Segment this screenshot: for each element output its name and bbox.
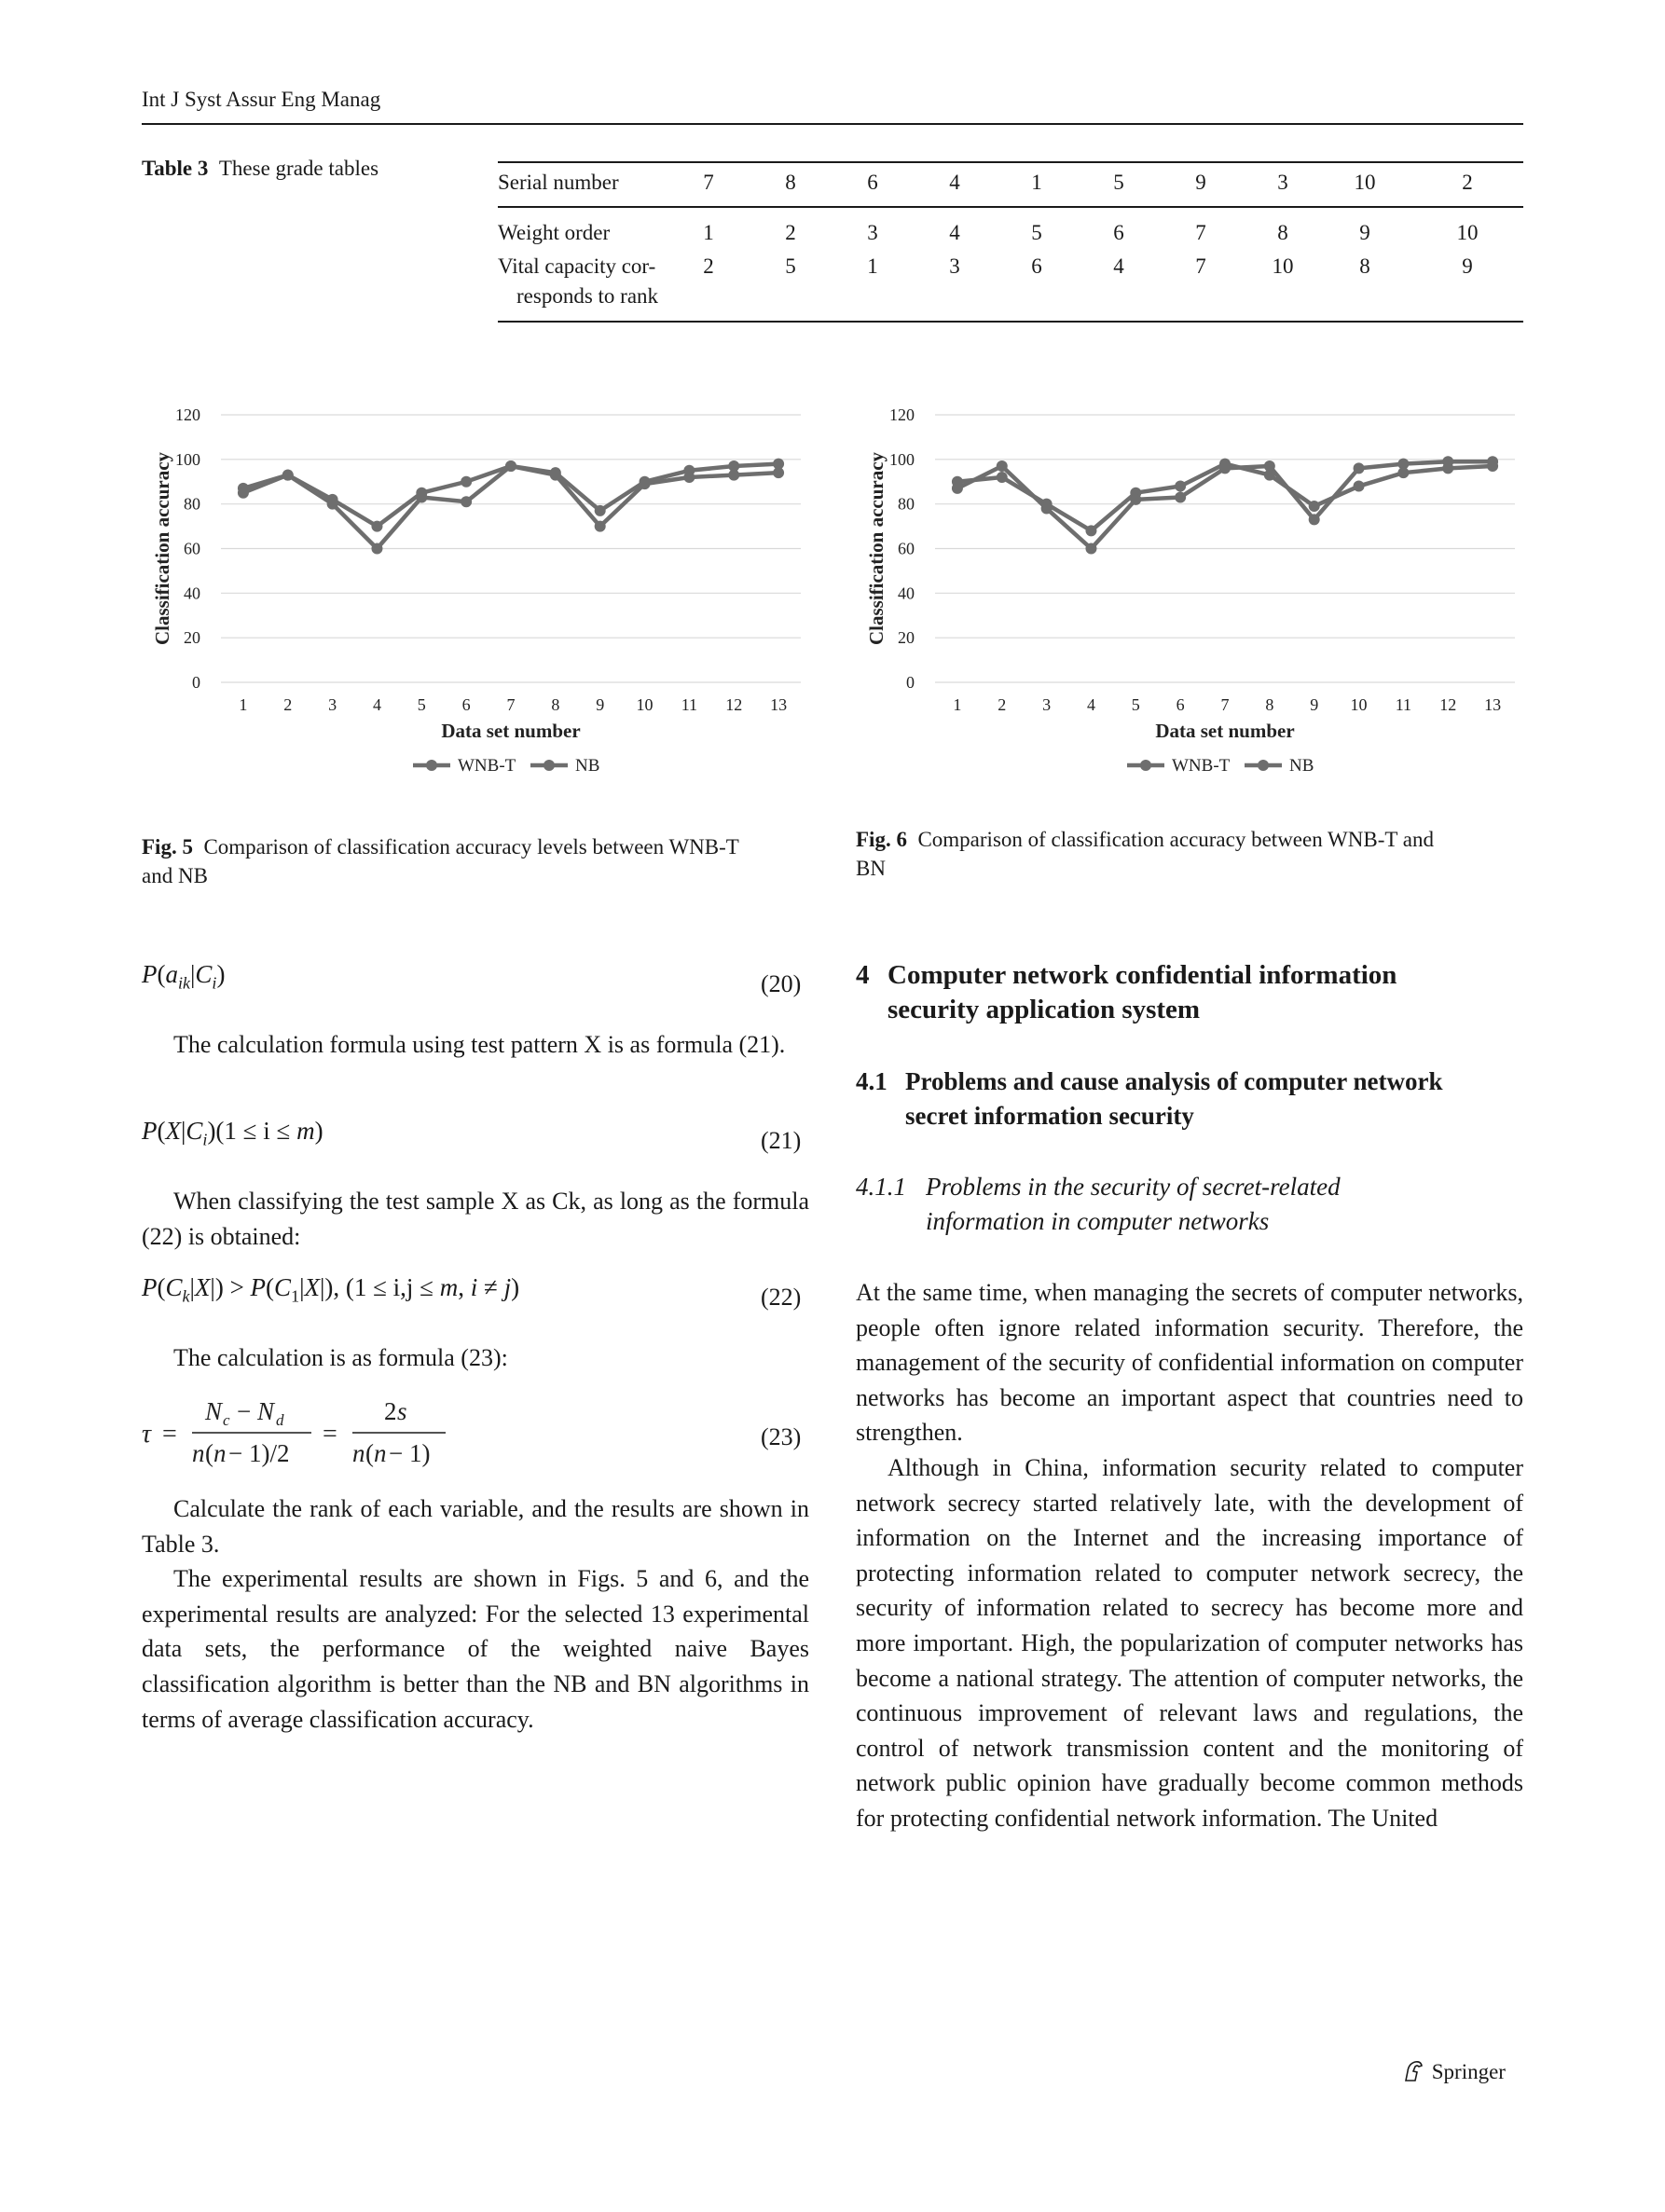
legend-swatch-marker — [1140, 760, 1151, 771]
x-tick-label: 2 — [283, 695, 293, 714]
svg-text:c: c — [223, 1411, 230, 1429]
series-line-nb — [957, 461, 1493, 548]
springer-label: Springer — [1431, 2060, 1506, 2083]
x-axis-label: Data set number — [441, 720, 581, 742]
journal-header: Int J Syst Assur Eng Manag — [142, 88, 381, 111]
table-cell: 5 — [785, 254, 796, 278]
right-paragraphs — [856, 1275, 1523, 1836]
fig6-chart — [856, 401, 1527, 792]
eq21-number: (21) — [761, 1127, 802, 1154]
data-point — [238, 488, 249, 499]
data-point — [952, 483, 963, 494]
section-4-heading — [856, 958, 1523, 1027]
data-point — [1175, 491, 1186, 502]
data-point — [1309, 514, 1320, 525]
table-cell: 3 — [867, 221, 878, 244]
y-tick-label: 60 — [184, 539, 200, 558]
table-rule-top — [498, 161, 1523, 163]
svg-text:d: d — [276, 1411, 284, 1429]
data-point — [327, 499, 338, 510]
springer-logo — [1400, 2058, 1506, 2084]
svg-text:2: 2 — [384, 1397, 397, 1425]
data-point — [1041, 502, 1053, 514]
table-cell: 4 — [1113, 254, 1124, 278]
legend-label: NB — [575, 756, 600, 776]
x-tick-label: 7 — [1220, 695, 1230, 714]
equation-23 — [140, 1389, 475, 1473]
legend-swatch-marker — [544, 760, 555, 771]
legend-swatch-marker — [426, 760, 437, 771]
table-cell: 2 — [703, 254, 714, 278]
data-point — [1397, 459, 1409, 470]
section-4-1-1-title-line2: information in computer networks — [926, 1207, 1270, 1235]
table-cell: 6 — [867, 171, 878, 194]
left-para-2 — [142, 1184, 809, 1254]
x-tick-label: 7 — [506, 695, 516, 714]
eq23-number: (23) — [761, 1423, 802, 1450]
table-caption — [142, 157, 378, 181]
legend-label: WNB-T — [458, 756, 516, 776]
series-line-wnb-t — [243, 464, 778, 527]
section-4-title-line1: Computer network confidential information — [888, 960, 1397, 990]
data-point — [595, 505, 606, 516]
data-point — [1085, 525, 1096, 536]
y-tick-label: 80 — [184, 494, 200, 514]
x-tick-label: 10 — [636, 695, 654, 714]
svg-text:− 1)/2: − 1)/2 — [228, 1439, 290, 1467]
x-tick-label: 1 — [953, 695, 962, 714]
x-tick-label: 12 — [1439, 695, 1457, 714]
y-tick-label: 80 — [898, 494, 915, 514]
table-cell: 6 — [1031, 254, 1042, 278]
data-point — [997, 460, 1008, 472]
equation-20: $P(a_{ik}|C_i)$ — [142, 960, 226, 993]
data-point — [416, 491, 427, 502]
data-point — [997, 472, 1008, 483]
springer-horse-icon — [1400, 2058, 1426, 2084]
section-4-1-title-line2: secret information security — [905, 1102, 1194, 1130]
y-axis-label: Classification accuracy — [151, 451, 173, 646]
data-point — [640, 478, 651, 489]
svg-text:N: N — [205, 1397, 223, 1425]
data-point — [550, 470, 561, 481]
fig5-caption-line1: Comparison of classification accuracy levels between WNB-T — [203, 835, 739, 859]
table-cell: 2 — [1462, 171, 1473, 194]
data-point — [371, 543, 382, 555]
x-tick-label: 11 — [1395, 695, 1412, 714]
y-tick-label: 20 — [184, 628, 200, 648]
table-cell: 5 — [1113, 171, 1124, 194]
table-cell: 9 — [1462, 254, 1473, 278]
x-tick-label: 8 — [551, 695, 560, 714]
data-point — [505, 460, 516, 472]
left-para-2-text: When classifying the test sample X as Ck, as long as the formula (22) is obtained: — [142, 1188, 809, 1250]
eq22-number: (22) — [761, 1284, 802, 1311]
header-rule — [142, 123, 1523, 125]
equation-22: $P(C_k|X|) > P(C_1|X|)$, (1 ≤ i,j ≤ m, i ≠ j) — [142, 1273, 520, 1306]
row-label-vital-2: responds to rank — [516, 284, 659, 308]
x-tick-label: 2 — [998, 695, 1007, 714]
section-4-1-1-number: 4.1.1 — [856, 1173, 906, 1201]
data-point — [683, 472, 695, 483]
legend-label: NB — [1289, 756, 1314, 776]
data-point — [728, 470, 739, 481]
x-tick-label: 1 — [239, 695, 248, 714]
data-point — [282, 470, 294, 481]
svg-text:(: ( — [365, 1439, 374, 1467]
y-tick-label: 100 — [889, 449, 915, 469]
legend-swatch-marker — [1258, 760, 1269, 771]
x-tick-label: 3 — [1042, 695, 1052, 714]
svg-text:n: n — [374, 1439, 387, 1467]
data-point — [1354, 462, 1365, 474]
fig6-caption-line2: BN — [856, 857, 886, 880]
data-point — [773, 467, 784, 478]
x-tick-label: 9 — [596, 695, 605, 714]
x-axis-label: Data set number — [1155, 720, 1295, 742]
y-tick-label: 120 — [175, 405, 200, 424]
svg-text:=: = — [162, 1420, 177, 1449]
series-line-nb — [243, 466, 778, 548]
x-tick-label: 10 — [1350, 695, 1368, 714]
right-para-2-text: Although in China, information security related to computer network secrecy started relatively late, with the development of information on the Internet and the increasing importance of protecting information related to computer network secrecy, the security of information related to secrecy has become more and more important. High, the popularization of computer networks has become a national strategy. The attention of computer networks, the continuous improvement of relevant laws and regulations, the control of network transmission content and the monitoring of network public opinion have gradually become common methods for protecting confidential network information. The United — [856, 1453, 1523, 1832]
svg-text:−: − — [237, 1397, 252, 1425]
table-cell: 9 — [1359, 221, 1370, 244]
svg-text:N: N — [257, 1397, 275, 1425]
data-point — [1354, 481, 1365, 492]
section-4-1-title-line1: Problems and cause analysis of computer network — [905, 1067, 1443, 1095]
fig5-caption — [142, 832, 813, 890]
table-cell: 3 — [949, 254, 960, 278]
left-para-5-text: The experimental results are shown in Figs. 5 and 6, and the experimental results are analyzed: For the selected 13 experimental data sets, the performance of the weighted naive Bayes classification algorithm is better than the NB and BN algorithms in terms of average classification accuracy. — [142, 1565, 809, 1733]
table-cell: 9 — [1195, 171, 1206, 194]
data-point — [1309, 501, 1320, 512]
section-4-1-1-title-line1: Problems in the security of secret-related — [926, 1173, 1341, 1201]
x-tick-label: 9 — [1310, 695, 1319, 714]
data-point — [1264, 460, 1275, 472]
fig6-label: Fig. 6 — [856, 828, 907, 851]
table-cell: 2 — [785, 221, 796, 244]
x-tick-label: 4 — [1086, 695, 1095, 714]
fig5-caption-line2: and NB — [142, 864, 208, 887]
row-label-serial: Serial number — [498, 171, 619, 194]
y-tick-label: 100 — [175, 449, 200, 469]
left-para-3 — [142, 1340, 809, 1376]
y-tick-label: 40 — [898, 584, 915, 603]
x-tick-label: 13 — [1484, 695, 1502, 714]
left-para-4-5 — [142, 1491, 809, 1737]
table-cell: 7 — [1195, 254, 1206, 278]
table-cell: 3 — [1277, 171, 1288, 194]
table-cell: 8 — [1359, 254, 1370, 278]
table-cell: 10 — [1272, 254, 1294, 278]
eq20-number: (20) — [761, 970, 802, 997]
table-cell: 1 — [1031, 171, 1042, 194]
data-point — [371, 521, 382, 532]
section-4-1-heading — [856, 1065, 1523, 1133]
right-para-1-text: At the same time, when managing the secrets of computer networks, people often ignore related information security. Therefore, the management of the security of confidential information on computer networks has become an important aspect that countries need to strengthen. — [856, 1279, 1523, 1447]
x-tick-label: 6 — [1176, 695, 1185, 714]
data-point — [1219, 462, 1231, 474]
table-cell: 7 — [1195, 221, 1206, 244]
table-cell: 1 — [703, 221, 714, 244]
x-tick-label: 8 — [1265, 695, 1274, 714]
legend-label: WNB-T — [1172, 756, 1231, 776]
table-cell: 6 — [1113, 221, 1124, 244]
data-point — [1085, 543, 1096, 555]
y-tick-label: 20 — [898, 628, 915, 648]
section-4-number: 4 — [856, 960, 870, 990]
table-cell: 1 — [867, 254, 878, 278]
table-rule-bottom — [498, 321, 1523, 323]
x-tick-label: 3 — [328, 695, 337, 714]
svg-text:n: n — [352, 1439, 365, 1467]
section-4-1-1-heading — [856, 1170, 1523, 1239]
table-rule-mid — [498, 206, 1523, 208]
table-title: These grade tables — [218, 157, 379, 180]
data-point — [1487, 456, 1498, 467]
row-label-vital-1: Vital capacity cor- — [498, 254, 656, 278]
data-point — [595, 521, 606, 532]
svg-text:=: = — [323, 1420, 337, 1449]
svg-text:− 1): − 1) — [389, 1439, 431, 1467]
svg-text:τ: τ — [142, 1420, 152, 1449]
fig5-label: Fig. 5 — [142, 835, 193, 859]
equation-21: $P(X|C_i)(1 \le i \le m)$ — [142, 1117, 323, 1149]
left-para-1 — [142, 1027, 809, 1063]
x-tick-label: 6 — [461, 695, 471, 714]
x-tick-label: 5 — [417, 695, 426, 714]
table-cell: 8 — [1277, 221, 1288, 244]
data-point — [1442, 456, 1453, 467]
section-4-1-number: 4.1 — [856, 1067, 888, 1095]
y-tick-label: 0 — [192, 673, 200, 692]
fig6-caption — [856, 825, 1523, 883]
y-axis-label: Classification accuracy — [865, 451, 888, 646]
y-tick-label: 120 — [889, 405, 915, 424]
table-cell: 10 — [1354, 171, 1376, 194]
y-tick-label: 0 — [906, 673, 915, 692]
fig6-caption-line1: Comparison of classification accuracy between WNB-T and — [917, 828, 1434, 851]
x-tick-label: 5 — [1131, 695, 1140, 714]
svg-text:n: n — [192, 1439, 205, 1467]
data-point — [461, 476, 472, 488]
y-tick-label: 60 — [898, 539, 915, 558]
grade-table — [498, 161, 1523, 324]
data-point — [1130, 494, 1141, 505]
x-tick-label: 12 — [725, 695, 743, 714]
fig5-chart — [142, 401, 813, 792]
table-cell: 4 — [949, 221, 960, 244]
y-tick-label: 40 — [184, 584, 200, 603]
row-label-weight: Weight order — [498, 221, 611, 244]
svg-text:n: n — [213, 1439, 227, 1467]
table-cell: 5 — [1031, 221, 1042, 244]
svg-text:(: ( — [205, 1439, 213, 1467]
data-point — [1175, 481, 1186, 492]
x-tick-label: 4 — [372, 695, 381, 714]
left-para-3-text: The calculation is as formula (23): — [173, 1344, 508, 1371]
svg-text:s: s — [397, 1397, 407, 1425]
left-para-1-text: The calculation formula using test pattern X is as formula (21). — [173, 1031, 786, 1058]
table-cell: 8 — [785, 171, 796, 194]
table-label: Table 3 — [142, 157, 209, 180]
section-4-title-line2: security application system — [888, 995, 1201, 1024]
x-tick-label: 13 — [770, 695, 788, 714]
x-tick-label: 11 — [681, 695, 698, 714]
left-para-4-text: Calculate the rank of each variable, and the results are shown in Table 3. — [142, 1495, 809, 1558]
table-cell: 7 — [703, 171, 714, 194]
table-cell: 10 — [1456, 221, 1479, 244]
table-cell: 4 — [949, 171, 960, 194]
data-point — [461, 496, 472, 507]
